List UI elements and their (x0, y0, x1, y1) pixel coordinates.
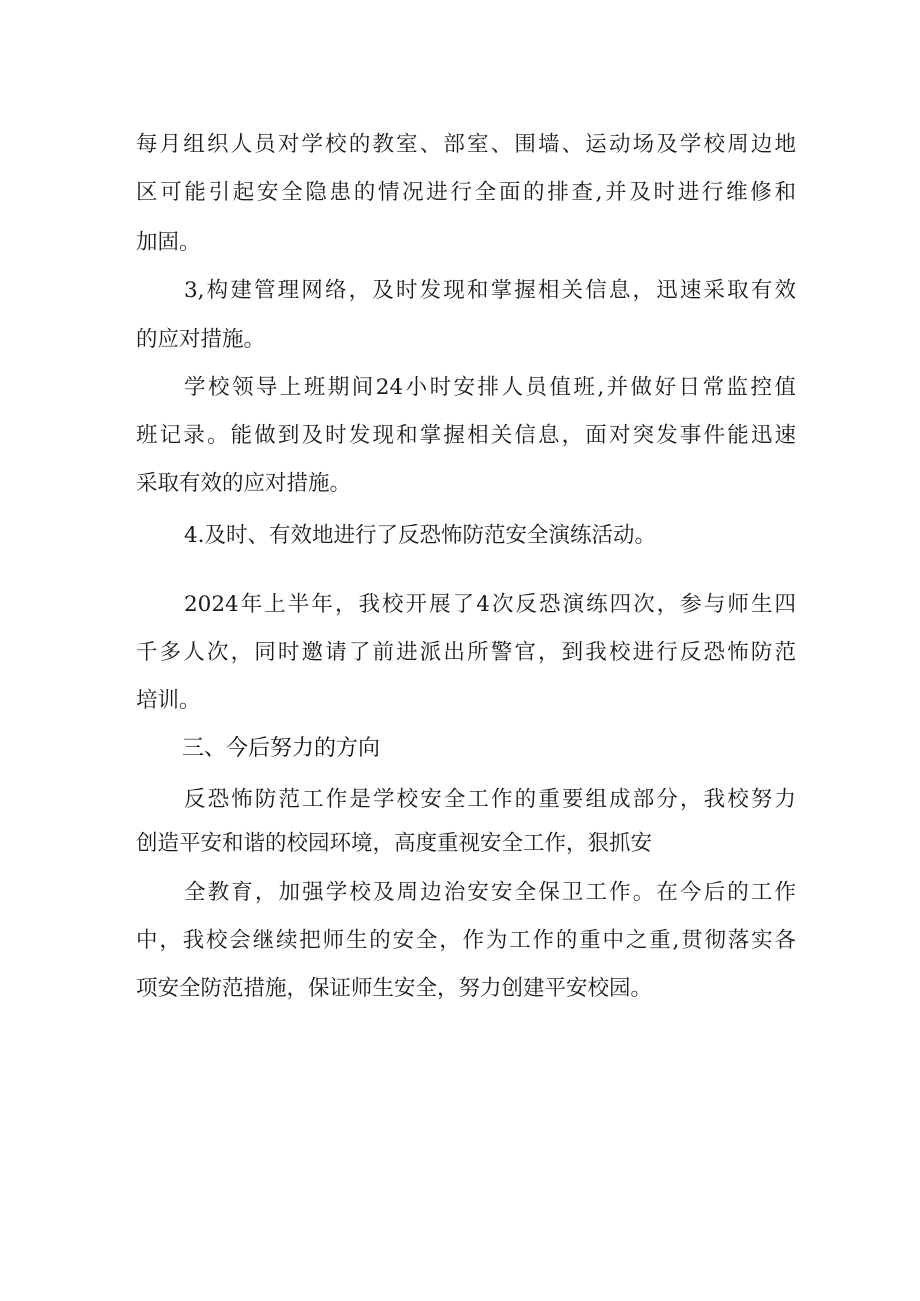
section-item: 4.及时、有效地进行了反恐怖防范安全演练活动。 (184, 523, 657, 548)
paragraph-line: 中，我校会继续把师生的安全，作为工作的重中之重,贯彻落实各 (136, 928, 796, 953)
paragraph-line: 千多人次，同时邀请了前进派出所警官，到我校进行反恐怖防范 (136, 640, 796, 665)
section-heading: 三、今后努力的方向 (182, 736, 381, 761)
paragraph-line: 采取有效的应对措施。 (136, 471, 352, 496)
paragraph-line: 每月组织人员对学校的教室、部室、围墙、运动场及学校周边地 (136, 132, 796, 157)
paragraph-line: 培训。 (136, 688, 201, 713)
paragraph-line: 加固。 (136, 230, 201, 255)
paragraph-line: 反恐怖防范工作是学校安全工作的重要组成部分，我校努力 (184, 787, 796, 812)
paragraph-line: 区可能引起安全隐患的情况进行全面的排查,并及时进行维修和 (136, 180, 796, 205)
paragraph-line: 全教育，加强学校及周边治安安全保卫工作。在今后的工作 (184, 880, 796, 905)
paragraph-line: 的应对措施。 (136, 327, 266, 352)
paragraph-line: 2024年上半年，我校开展了4次反恐演练四次，参与师生四 (184, 592, 796, 617)
paragraph-line: 创造平安和谐的校园环境，高度重视安全工作，狠抓安 (136, 831, 653, 856)
paragraph-line: 项安全防范措施，保证师生安全，努力创建平安校园。 (136, 976, 653, 1001)
paragraph-line: 学校领导上班期间24小时安排人员值班,并做好日常监控值 (184, 375, 796, 400)
paragraph-line: 3,构建管理网络，及时发现和掌握相关信息，迅速采取有效 (184, 278, 796, 303)
paragraph-line: 班记录。能做到及时发现和掌握相关信息，面对突发事件能迅速 (136, 423, 796, 448)
